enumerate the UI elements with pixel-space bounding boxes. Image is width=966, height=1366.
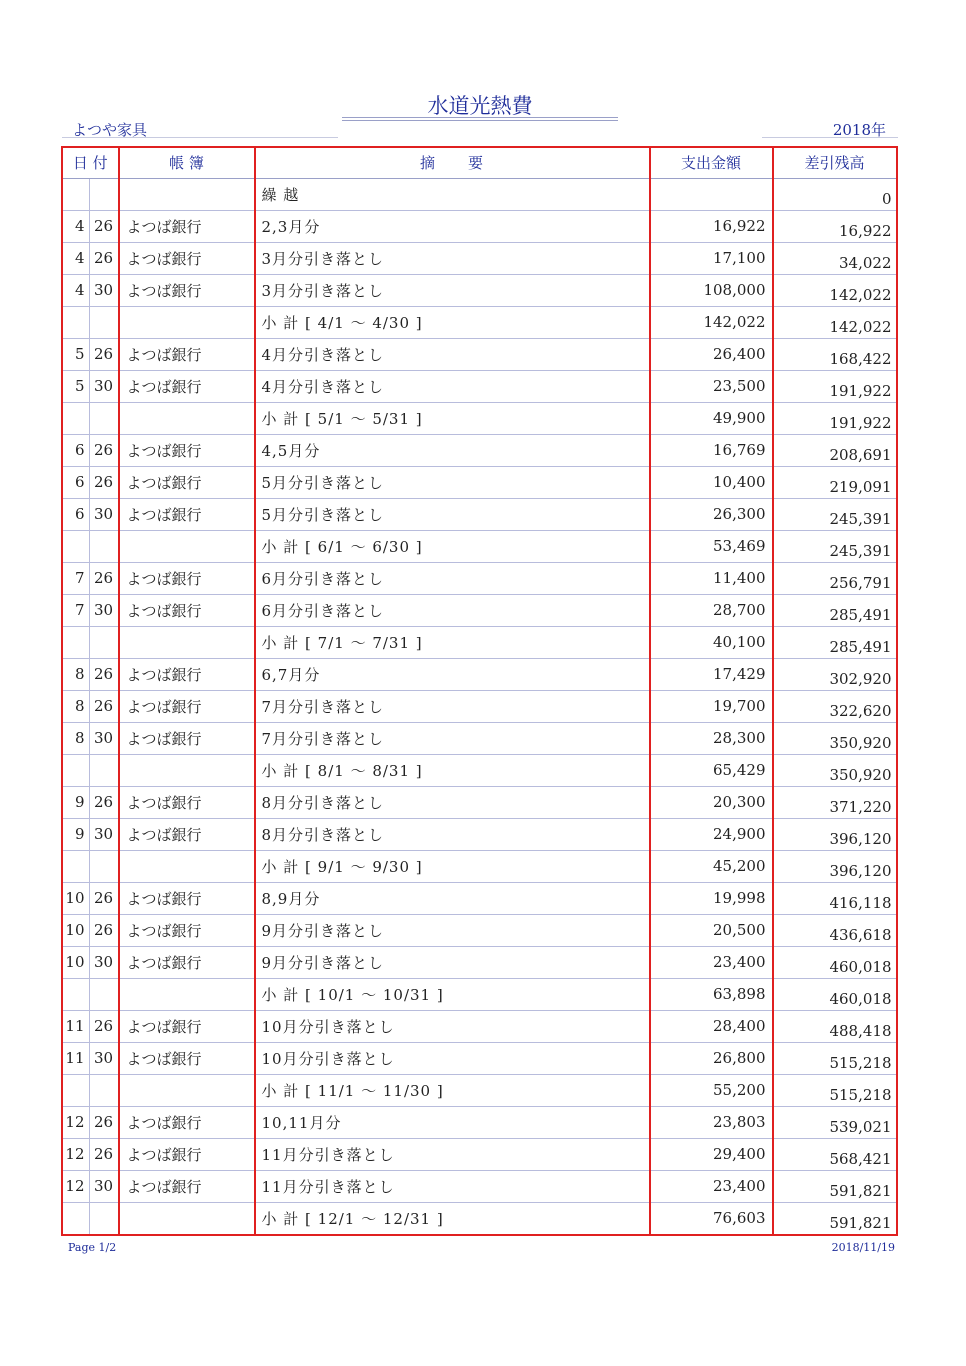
entry-summary: 小 計 [ 7/1 〜 7/31 ] [255,626,650,658]
entry-month: 4 [62,274,89,306]
table-row [62,402,897,434]
entry-month: 9 [62,786,89,818]
entry-month: 8 [62,690,89,722]
table-row [62,594,897,626]
entry-day: 26 [89,914,119,946]
entry-balance: 322,620 [773,690,897,722]
entry-month: 8 [62,722,89,754]
entry-balance: 539,021 [773,1106,897,1138]
entry-month: 7 [62,594,89,626]
entry-summary: 10月分引き落とし [255,1042,650,1074]
table-row [62,306,897,338]
table-row [62,658,897,690]
entry-balance: 208,691 [773,434,897,466]
entry-summary: 6,7月分 [255,658,650,690]
entry-day: 26 [89,338,119,370]
entry-summary: 6月分引き落とし [255,562,650,594]
entry-balance: 515,218 [773,1042,897,1074]
entry-month: 6 [62,498,89,530]
ledger-body [62,178,897,1235]
entry-amount: 55,200 [650,1074,773,1106]
print-date: 2018/11/19 [831,1241,895,1254]
entry-amount: 11,400 [650,562,773,594]
entry-balance: 256,791 [773,562,897,594]
entry-book: よつば銀行 [119,562,255,594]
entry-balance: 396,120 [773,818,897,850]
table-row [62,722,897,754]
entry-balance: 285,491 [773,594,897,626]
entry-book: よつば銀行 [119,1106,255,1138]
entry-amount: 76,603 [650,1202,773,1235]
entry-summary: 8,9月分 [255,882,650,914]
entry-book: よつば銀行 [119,1138,255,1170]
entry-summary: 8月分引き落とし [255,786,650,818]
table-row [62,786,897,818]
entry-summary: 繰 越 [255,178,650,210]
entry-month: 10 [62,946,89,978]
entry-day [89,626,119,658]
entry-book [119,306,255,338]
page-title: 水道光熱費 [427,94,533,118]
page-number: Page 1/2 [68,1241,117,1254]
entry-balance: 350,920 [773,722,897,754]
table-row [62,434,897,466]
entry-book [119,626,255,658]
entry-day: 30 [89,818,119,850]
entry-book: よつば銀行 [119,818,255,850]
entry-amount: 19,700 [650,690,773,722]
entry-day: 30 [89,594,119,626]
entry-book: よつば銀行 [119,1042,255,1074]
column-header-date: 日 付 [62,147,119,178]
entry-day [89,1202,119,1235]
entry-day: 30 [89,1042,119,1074]
entry-amount: 19,998 [650,882,773,914]
entry-book: よつば銀行 [119,338,255,370]
entry-balance: 285,491 [773,626,897,658]
entry-summary: 2,3月分 [255,210,650,242]
entry-balance: 191,922 [773,370,897,402]
entry-summary: 小 計 [ 4/1 〜 4/30 ] [255,306,650,338]
entry-balance: 591,821 [773,1170,897,1202]
entry-balance: 591,821 [773,1202,897,1235]
entry-summary: 7月分引き落とし [255,722,650,754]
entry-month: 9 [62,818,89,850]
entry-book: よつば銀行 [119,594,255,626]
entry-balance: 460,018 [773,946,897,978]
entry-summary: 小 計 [ 10/1 〜 10/31 ] [255,978,650,1010]
entry-book [119,1202,255,1235]
entry-day: 26 [89,466,119,498]
entry-day: 26 [89,882,119,914]
entry-day: 30 [89,1170,119,1202]
entry-month [62,626,89,658]
entry-month: 11 [62,1010,89,1042]
table-row [62,242,897,274]
entry-book [119,530,255,562]
entry-month: 11 [62,1042,89,1074]
table-row [62,1042,897,1074]
company-underline [62,137,338,138]
entry-day [89,754,119,786]
table-row [62,1138,897,1170]
entry-summary: 小 計 [ 8/1 〜 8/31 ] [255,754,650,786]
entry-book [119,850,255,882]
entry-month [62,1202,89,1235]
entry-month: 10 [62,882,89,914]
table-row [62,530,897,562]
entry-balance: 515,218 [773,1074,897,1106]
entry-book: よつば銀行 [119,722,255,754]
table-row [62,210,897,242]
entry-balance: 416,118 [773,882,897,914]
entry-amount: 23,400 [650,946,773,978]
entry-amount: 16,769 [650,434,773,466]
table-row [62,1202,897,1235]
entry-summary: 5月分引き落とし [255,498,650,530]
column-header-summary: 摘 要 [255,147,650,178]
entry-day: 26 [89,786,119,818]
entry-amount: 20,300 [650,786,773,818]
entry-day [89,1074,119,1106]
entry-day: 26 [89,434,119,466]
table-row [62,882,897,914]
entry-book [119,978,255,1010]
entry-amount: 23,400 [650,1170,773,1202]
ledger-table [61,146,898,1236]
entry-day: 26 [89,1010,119,1042]
entry-month [62,850,89,882]
entry-summary: 9月分引き落とし [255,946,650,978]
table-row [62,562,897,594]
entry-amount: 23,803 [650,1106,773,1138]
entry-month: 10 [62,914,89,946]
entry-balance: 219,091 [773,466,897,498]
entry-book: よつば銀行 [119,658,255,690]
entry-book [119,402,255,434]
entry-balance: 245,391 [773,498,897,530]
entry-amount: 108,000 [650,274,773,306]
entry-amount: 17,429 [650,658,773,690]
entry-amount: 26,400 [650,338,773,370]
entry-summary: 11月分引き落とし [255,1170,650,1202]
entry-month [62,978,89,1010]
entry-book: よつば銀行 [119,882,255,914]
entry-month [62,530,89,562]
entry-summary: 小 計 [ 9/1 〜 9/30 ] [255,850,650,882]
entry-book: よつば銀行 [119,914,255,946]
entry-book: よつば銀行 [119,786,255,818]
entry-month [62,402,89,434]
entry-summary: 4月分引き落とし [255,338,650,370]
entry-amount: 28,400 [650,1010,773,1042]
entry-amount: 53,469 [650,530,773,562]
entry-book: よつば銀行 [119,1170,255,1202]
entry-amount: 49,900 [650,402,773,434]
entry-month: 4 [62,210,89,242]
entry-summary: 5月分引き落とし [255,466,650,498]
entry-balance: 371,220 [773,786,897,818]
table-row [62,274,897,306]
entry-month: 8 [62,658,89,690]
entry-day [89,530,119,562]
entry-balance: 396,120 [773,850,897,882]
entry-day: 26 [89,658,119,690]
entry-amount: 10,400 [650,466,773,498]
entry-month: 6 [62,434,89,466]
table-row [62,850,897,882]
entry-balance: 16,922 [773,210,897,242]
entry-summary: 小 計 [ 5/1 〜 5/31 ] [255,402,650,434]
entry-balance: 302,920 [773,658,897,690]
table-row [62,818,897,850]
entry-amount: 40,100 [650,626,773,658]
entry-book [119,178,255,210]
entry-amount: 26,300 [650,498,773,530]
entry-book: よつば銀行 [119,466,255,498]
table-row [62,914,897,946]
entry-balance: 436,618 [773,914,897,946]
entry-balance: 245,391 [773,530,897,562]
entry-day: 26 [89,562,119,594]
entry-month [62,306,89,338]
column-header-amount: 支出金額 [650,147,773,178]
entry-month [62,754,89,786]
entry-summary: 9月分引き落とし [255,914,650,946]
entry-month: 12 [62,1170,89,1202]
entry-amount: 16,922 [650,210,773,242]
entry-balance: 0 [773,178,897,210]
table-row [62,1106,897,1138]
entry-balance: 142,022 [773,306,897,338]
entry-day [89,850,119,882]
entry-summary: 3月分引き落とし [255,242,650,274]
entry-amount: 24,900 [650,818,773,850]
title-underline [342,117,618,118]
table-row [62,690,897,722]
entry-month: 6 [62,466,89,498]
table-row [62,370,897,402]
entry-book: よつば銀行 [119,1010,255,1042]
entry-month: 5 [62,338,89,370]
entry-balance: 34,022 [773,242,897,274]
title-underline-2 [342,120,618,121]
entry-summary: 4月分引き落とし [255,370,650,402]
entry-summary: 小 計 [ 11/1 〜 11/30 ] [255,1074,650,1106]
entry-amount: 28,700 [650,594,773,626]
entry-amount: 26,800 [650,1042,773,1074]
entry-amount [650,178,773,210]
entry-month: 5 [62,370,89,402]
table-row [62,754,897,786]
entry-book: よつば銀行 [119,242,255,274]
year-underline [762,137,898,138]
entry-balance: 568,421 [773,1138,897,1170]
entry-day: 26 [89,1138,119,1170]
entry-book: よつば銀行 [119,498,255,530]
entry-day: 30 [89,274,119,306]
entry-amount: 28,300 [650,722,773,754]
entry-summary: 8月分引き落とし [255,818,650,850]
table-row [62,338,897,370]
company-name: よつや家具 [72,121,148,139]
entry-book: よつば銀行 [119,946,255,978]
table-row [62,178,897,210]
table-row [62,1074,897,1106]
entry-day [89,178,119,210]
entry-month: 4 [62,242,89,274]
entry-amount: 17,100 [650,242,773,274]
entry-day [89,306,119,338]
entry-summary: 3月分引き落とし [255,274,650,306]
entry-day: 26 [89,690,119,722]
table-row [62,946,897,978]
entry-day: 26 [89,210,119,242]
entry-book: よつば銀行 [119,434,255,466]
entry-day: 26 [89,242,119,274]
table-row [62,498,897,530]
entry-day [89,978,119,1010]
entry-day [89,402,119,434]
entry-summary: 小 計 [ 12/1 〜 12/31 ] [255,1202,650,1235]
entry-amount: 63,898 [650,978,773,1010]
table-row [62,1170,897,1202]
entry-summary: 10月分引き落とし [255,1010,650,1042]
entry-day: 30 [89,722,119,754]
entry-day: 30 [89,370,119,402]
entry-amount: 20,500 [650,914,773,946]
table-row [62,626,897,658]
entry-month: 12 [62,1106,89,1138]
entry-summary: 7月分引き落とし [255,690,650,722]
entry-day: 30 [89,498,119,530]
entry-amount: 45,200 [650,850,773,882]
entry-balance: 168,422 [773,338,897,370]
entry-summary: 4,5月分 [255,434,650,466]
entry-month: 7 [62,562,89,594]
column-header-book: 帳 簿 [119,147,255,178]
entry-balance: 460,018 [773,978,897,1010]
entry-month [62,1074,89,1106]
entry-amount: 29,400 [650,1138,773,1170]
entry-day: 26 [89,1106,119,1138]
entry-amount: 23,500 [650,370,773,402]
table-row [62,1010,897,1042]
entry-summary: 小 計 [ 6/1 〜 6/30 ] [255,530,650,562]
table-row [62,466,897,498]
entry-book: よつば銀行 [119,370,255,402]
entry-month [62,178,89,210]
entry-summary: 6月分引き落とし [255,594,650,626]
entry-balance: 488,418 [773,1010,897,1042]
entry-book [119,1074,255,1106]
entry-amount: 65,429 [650,754,773,786]
entry-book: よつば銀行 [119,274,255,306]
entry-book: よつば銀行 [119,210,255,242]
column-header-balance: 差引残高 [773,147,897,178]
table-header-row [62,147,897,178]
entry-book: よつば銀行 [119,690,255,722]
table-row [62,978,897,1010]
entry-balance: 350,920 [773,754,897,786]
fiscal-year: 2018年 [832,121,886,139]
entry-day: 30 [89,946,119,978]
entry-month: 12 [62,1138,89,1170]
entry-book [119,754,255,786]
entry-summary: 10,11月分 [255,1106,650,1138]
entry-balance: 191,922 [773,402,897,434]
entry-summary: 11月分引き落とし [255,1138,650,1170]
entry-amount: 142,022 [650,306,773,338]
entry-balance: 142,022 [773,274,897,306]
